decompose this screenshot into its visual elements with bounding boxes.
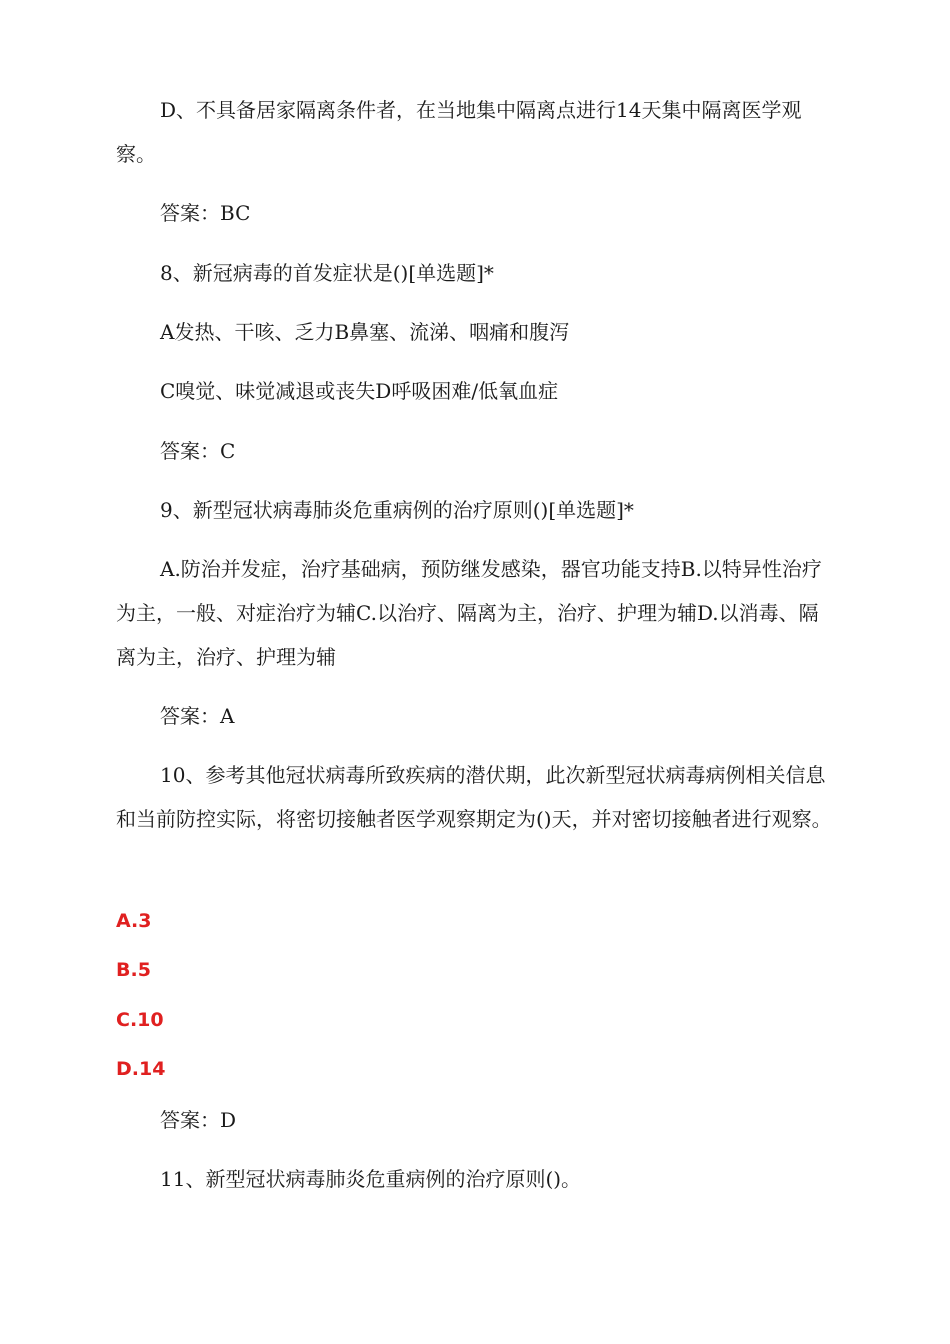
q8-question: 8、新冠病毒的首发症状是()[单选题]* bbox=[160, 261, 494, 285]
q7-answer: 答案：BC bbox=[160, 201, 251, 225]
q7-option-d: D、不具备居家隔离条件者，在当地集中隔离点进行14天集中隔离医学观察。 bbox=[116, 98, 802, 166]
q10-answer: 答案：D bbox=[160, 1108, 237, 1132]
q10-option-a: A.3 bbox=[116, 910, 152, 932]
q10-option-c: C.10 bbox=[116, 1009, 164, 1031]
q9-options: A.防治并发症，治疗基础病，预防继发感染，器官功能支持B.以特异性治疗为主，一般、对症治疗为辅C.以治疗、隔离为主，治疗、护理为辅D.以消毒、隔离为主，治疗、护理为辅 bbox=[116, 557, 822, 669]
q8-options-line2: C嗅觉、味觉减退或丧失D呼吸困难/低氧血症 bbox=[160, 379, 559, 403]
q11-question: 11、新型冠状病毒肺炎危重病例的治疗原则()。 bbox=[160, 1167, 582, 1191]
q10-question: 10、参考其他冠状病毒所致疾病的潜伏期，此次新型冠状病毒病例相关信息和当前防控实际，将密切接触者医学观察期定为()天，并对密切接触者进行观察。 bbox=[116, 763, 832, 831]
q8-options-line1: A发热、干咳、乏力B鼻塞、流涕、咽痛和腹泻 bbox=[160, 320, 570, 344]
q8-answer: 答案：C bbox=[160, 439, 236, 463]
q9-answer: 答案：A bbox=[160, 704, 235, 728]
q9-question: 9、新型冠状病毒肺炎危重病例的治疗原则()[单选题]* bbox=[160, 498, 634, 522]
q10-option-b: B.5 bbox=[116, 959, 151, 981]
q10-option-d: D.14 bbox=[116, 1058, 166, 1080]
